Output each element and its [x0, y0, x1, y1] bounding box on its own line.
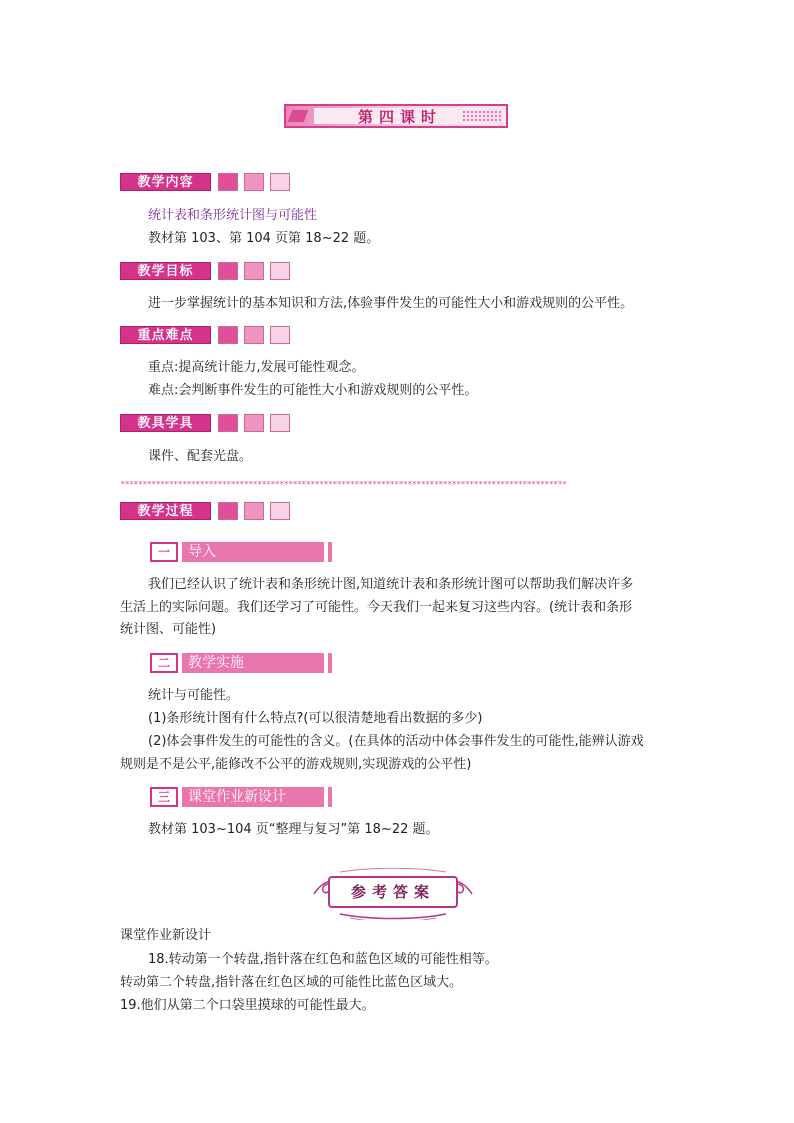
- deco-square: [244, 502, 264, 520]
- deco-square: [244, 262, 264, 280]
- section-label: 教学内容: [120, 173, 211, 191]
- deco-square: [218, 173, 238, 191]
- step-header-intro: [150, 542, 340, 562]
- step-stripe: [312, 542, 316, 562]
- tools-line: 课件、配套光盘。: [148, 449, 253, 464]
- step-stripe: [320, 653, 324, 673]
- goals-line: 进一步掌握统计的基本知识和方法,体验事件发生的可能性大小和游戏规则的公平性。: [148, 296, 634, 311]
- step-header-homework: [150, 787, 340, 807]
- step-number: 三: [150, 787, 178, 807]
- answers-heading: 课堂作业新设计: [120, 928, 212, 943]
- step-title: 课堂作业新设计: [182, 787, 324, 807]
- deco-square: [270, 326, 290, 344]
- intro-line: 我们已经认识了统计表和条形统计图,知道统计表和条形统计图可以帮助我们解决许多: [148, 577, 634, 592]
- deco-square: [270, 262, 290, 280]
- step-title: 教学实施: [182, 653, 324, 673]
- key-point-line: 重点:提高统计能力,发展可能性观念。: [148, 360, 365, 375]
- deco-square: [244, 173, 264, 191]
- deco-square: [218, 414, 238, 432]
- star-divider: *****************************************************************************************************: [120, 481, 567, 489]
- teaching-line: 统计与可能性。: [148, 688, 240, 703]
- section-label: 教具学具: [120, 414, 211, 432]
- section-header-tools: [120, 414, 300, 434]
- step-stripe: [328, 653, 332, 673]
- section-header-goals: [120, 262, 300, 282]
- step-title: 导入: [182, 542, 324, 562]
- deco-square: [270, 173, 290, 191]
- section-header-key-points: [120, 326, 300, 346]
- lesson-title: 第四课时: [314, 108, 486, 124]
- content-line: 教材第 103、第 104 页第 18~22 题。: [148, 231, 380, 246]
- step-stripe: [328, 542, 332, 562]
- banner-dot-pattern: [462, 110, 502, 122]
- deco-square: [218, 262, 238, 280]
- banner-corner-decoration: [288, 110, 308, 122]
- step-stripe: [320, 787, 324, 807]
- answer-line: 转动第二个转盘,指针落在红色区域的可能性比蓝色区域大。: [120, 975, 463, 990]
- lesson-title-banner: [284, 104, 508, 128]
- section-label: 教学过程: [120, 502, 211, 520]
- section-label: 教学目标: [120, 262, 211, 280]
- step-number: 一: [150, 542, 178, 562]
- section-header-content: [120, 173, 300, 193]
- deco-square: [244, 414, 264, 432]
- difficulty-line: 难点:会判断事件发生的可能性大小和游戏规则的公平性。: [148, 383, 478, 398]
- teaching-line: (2)体会事件发生的可能性的含义。(在具体的活动中体会事件发生的可能性,能辨认游戏: [148, 734, 644, 749]
- homework-line: 教材第 103~104 页“整理与复习”第 18~22 题。: [148, 822, 439, 837]
- intro-line: 统计图、可能性): [120, 622, 217, 637]
- step-stripe: [328, 787, 332, 807]
- section-label: 重点难点: [120, 326, 211, 344]
- answer-line: 19.他们从第二个口袋里摸球的可能性最大。: [120, 998, 375, 1013]
- deco-square: [218, 502, 238, 520]
- teaching-line: (1)条形统计图有什么特点?(可以很清楚地看出数据的多少): [148, 711, 483, 726]
- deco-square: [244, 326, 264, 344]
- deco-square: [270, 502, 290, 520]
- deco-square: [218, 326, 238, 344]
- section-header-process: [120, 502, 300, 522]
- step-stripe: [312, 653, 316, 673]
- answer-line: 18.转动第一个转盘,指针落在红色和蓝色区域的可能性相等。: [148, 952, 498, 967]
- content-topic: 统计表和条形统计图与可能性: [148, 208, 318, 223]
- deco-square: [270, 414, 290, 432]
- step-header-teaching: [150, 653, 340, 673]
- answer-title: 参考答案: [328, 876, 458, 908]
- step-stripe: [312, 787, 316, 807]
- teaching-line: 规则是不是公平,能修改不公平的游戏规则,实现游戏的公平性): [120, 757, 472, 772]
- step-number: 二: [150, 653, 178, 673]
- intro-line: 生活上的实际问题。我们还学习了可能性。今天我们一起来复习这些内容。(统计表和条形: [120, 600, 633, 615]
- answer-banner: [310, 868, 476, 920]
- step-stripe: [320, 542, 324, 562]
